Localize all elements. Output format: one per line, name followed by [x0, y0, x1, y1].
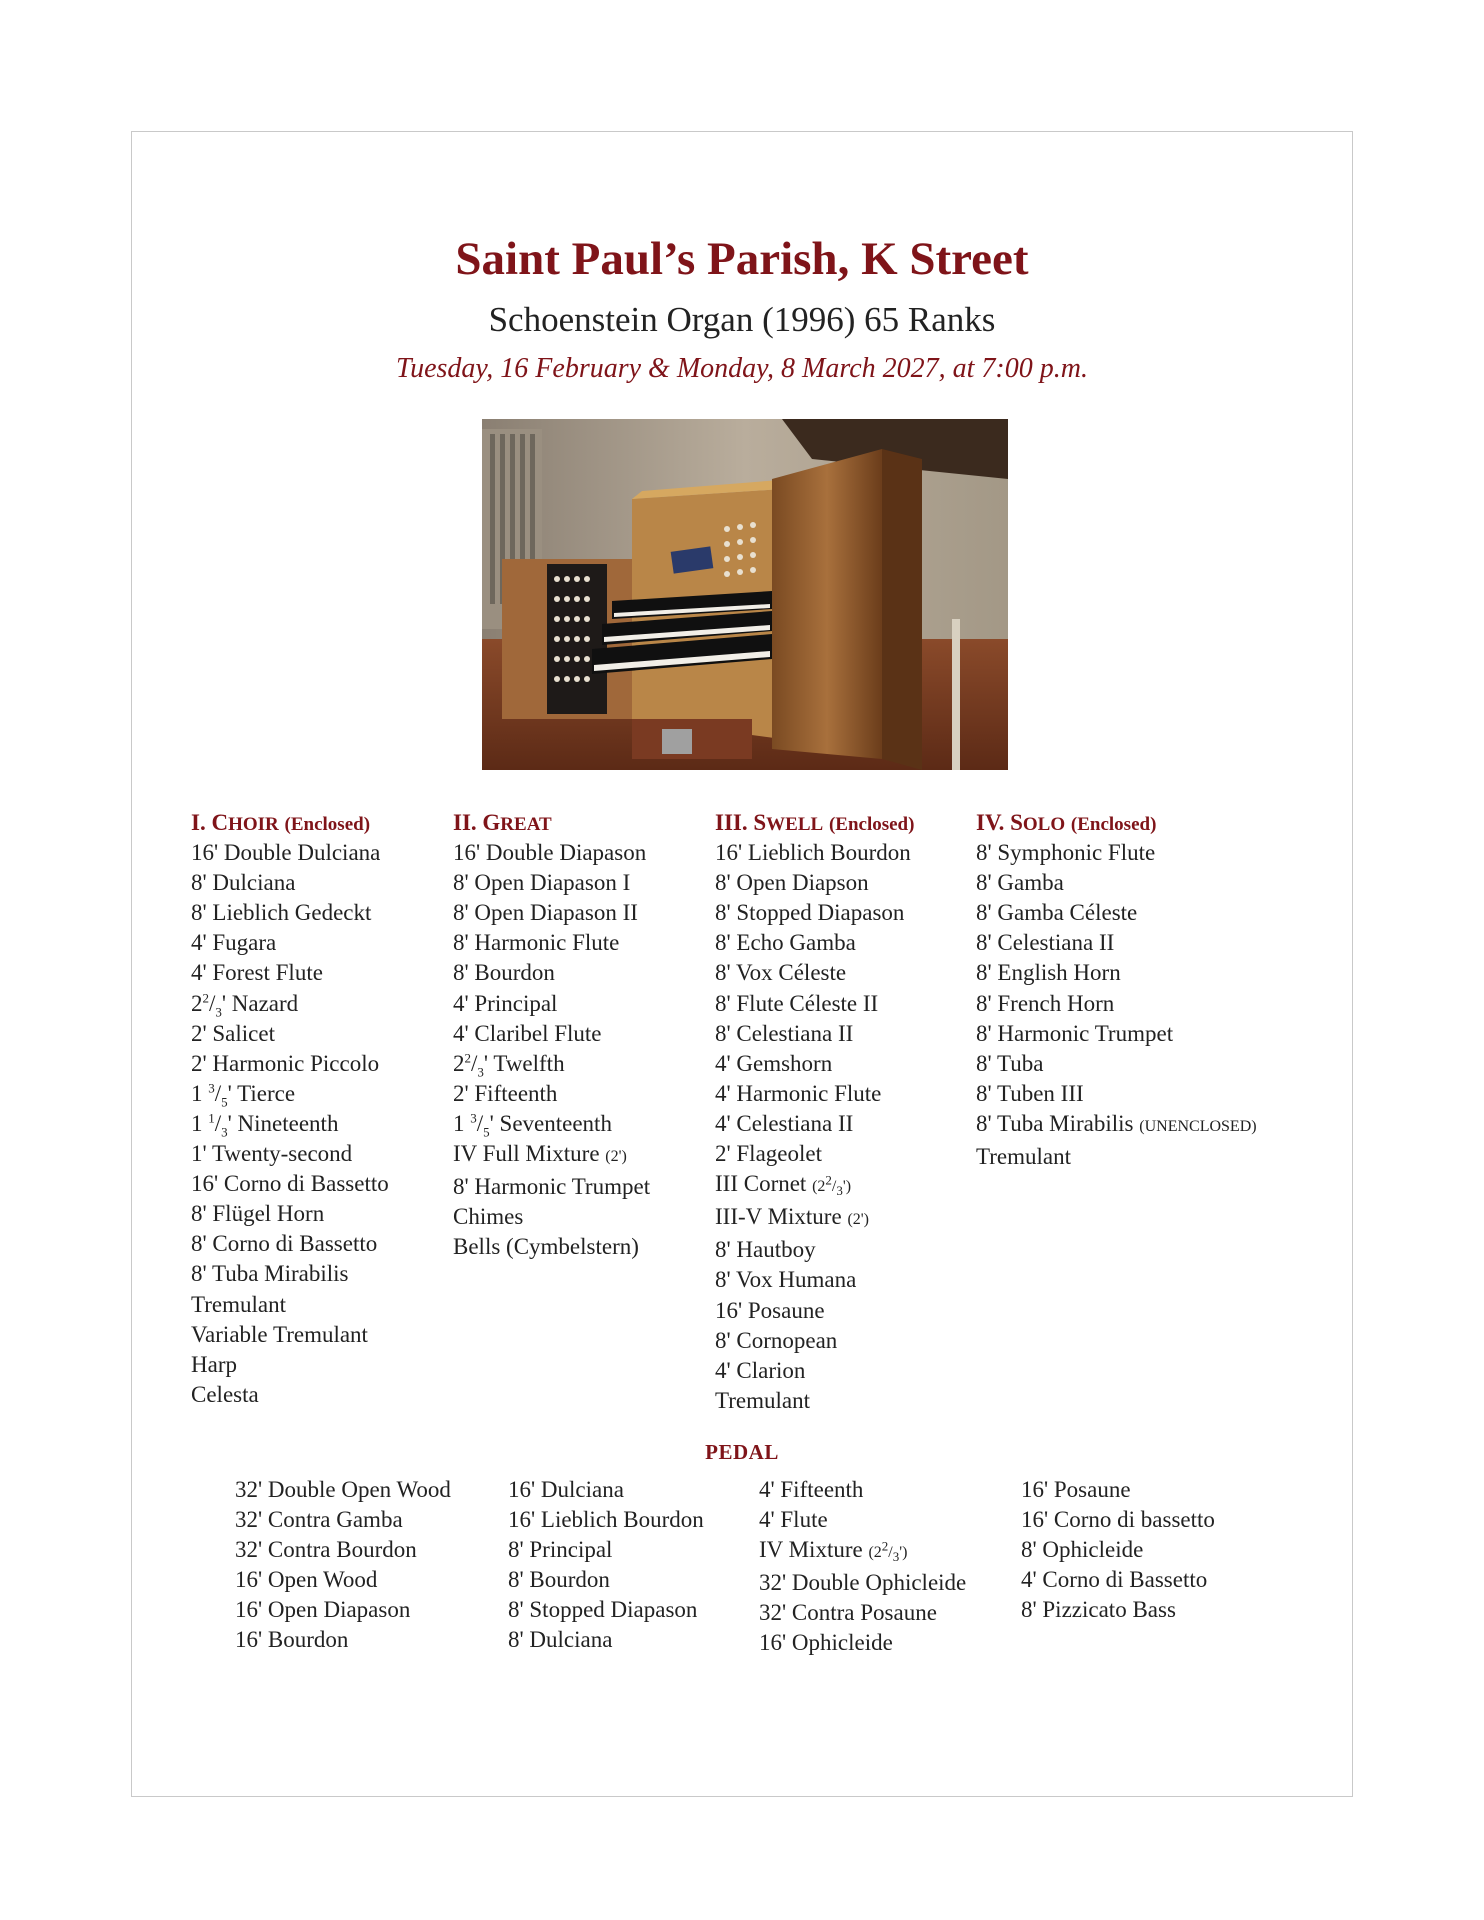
- stop: Chimes: [453, 1204, 524, 1230]
- stop: 4' Corno di Bassetto: [1021, 1567, 1208, 1593]
- stop: 8' Principal: [508, 1537, 613, 1563]
- page-title: Saint Paul’s Parish, K Street: [455, 233, 1029, 285]
- stop: 4' Fugara: [191, 930, 277, 956]
- stop: 8' Open Diapson: [715, 870, 869, 896]
- stop: Bells (Cymbelstern): [453, 1234, 639, 1260]
- stop: 8' Harmonic Trumpet: [976, 1020, 1174, 1046]
- stop: 8' Dulciana: [191, 870, 296, 896]
- stop: $2^2/_3'$ Nazard: [191, 989, 299, 1020]
- stop: 4' Forest Flute: [191, 960, 323, 986]
- stop: 32' Double Open Wood: [235, 1477, 451, 1502]
- stop: 4' Flute: [759, 1507, 828, 1533]
- stop: Tremulant: [191, 1291, 286, 1317]
- stop: 8' Corno di Bassetto: [191, 1231, 378, 1257]
- stop: 8' Open Diapason I: [453, 870, 631, 896]
- stop: 8' Cornopean: [715, 1327, 838, 1353]
- pedal-heading: PEDAL: [705, 1440, 779, 1464]
- stop: 8' Stopped Diapason: [715, 900, 905, 926]
- stop: 8' Celestiana II: [976, 930, 1115, 956]
- stop: 16' Ophicleide: [759, 1630, 893, 1656]
- stop: Harp: [191, 1351, 237, 1377]
- stop: 8' Harmonic Trumpet: [453, 1174, 651, 1200]
- stop: 4' Fifteenth: [759, 1477, 864, 1502]
- stop: IV Mixture $(2^2/_3')$: [759, 1537, 908, 1565]
- concert-date: Tuesday, 16 February & Monday, 8 March 2027, at 7:00 p.m.: [396, 353, 1088, 384]
- stop: 16' Corno di bassetto: [1021, 1507, 1215, 1533]
- stop: 8' Vox Humana: [715, 1267, 857, 1293]
- stop: 16' Open Diapason: [235, 1597, 411, 1623]
- stop: 8' Flute Céleste II: [715, 990, 879, 1016]
- stop: 8' Open Diapason II: [453, 900, 638, 926]
- stop: 2' Fifteenth: [453, 1080, 558, 1106]
- stop: 32' Contra Posaune: [759, 1600, 937, 1626]
- stop: 16' Posaune: [715, 1297, 825, 1323]
- stop: 8' Dulciana: [508, 1627, 613, 1653]
- stop: 4' Celestiana II: [715, 1110, 854, 1136]
- stop: 8' Pizzicato Bass: [1021, 1597, 1176, 1623]
- stop: 4' Claribel Flute: [453, 1020, 602, 1046]
- stop: 16' Double Dulciana: [191, 840, 381, 866]
- stop: 8' Ophicleide: [1021, 1537, 1144, 1563]
- stop: 8' Echo Gamba: [715, 930, 856, 956]
- choir-heading: I. CHOIR (Enclosed): [191, 810, 371, 835]
- stop: 32' Contra Bourdon: [235, 1537, 417, 1563]
- stop: III-V Mixture (2'): [715, 1204, 869, 1230]
- stop: 4' Gemshorn: [715, 1050, 833, 1076]
- stop: 16' Corno di Bassetto: [191, 1171, 389, 1197]
- solo-division: [976, 808, 1257, 1172]
- choir-division: [191, 808, 389, 1410]
- stop: 8' French Horn: [976, 990, 1115, 1016]
- pedal-column-1: [235, 1475, 451, 1656]
- stop: 32' Contra Gamba: [235, 1507, 403, 1533]
- stop: 1 $^3/_5'$ Tierce: [191, 1080, 296, 1110]
- stop: 16' Open Wood: [235, 1567, 378, 1593]
- stop: 8' Celestiana II: [715, 1020, 854, 1046]
- stop: 2' Flageolet: [715, 1141, 822, 1167]
- organ-console-photo: [482, 419, 1008, 770]
- solo-heading: IV. SOLO (Enclosed): [976, 810, 1157, 835]
- stop: 8' Hautboy: [715, 1237, 816, 1263]
- stop: Tremulant: [976, 1144, 1071, 1170]
- stop: 8' Gamba Céleste: [976, 900, 1138, 926]
- stop: 2' Salicet: [191, 1020, 275, 1046]
- pedal-column-4: [1021, 1475, 1215, 1625]
- stop: 32' Double Ophicleide: [759, 1570, 967, 1596]
- stop: 16' Bourdon: [235, 1627, 349, 1653]
- stop: 1 $^3/_5'$ Seventeenth: [453, 1110, 612, 1140]
- stop: 8' Vox Céleste: [715, 960, 847, 986]
- stop: 8' English Horn: [976, 960, 1121, 986]
- stop: 16' Posaune: [1021, 1477, 1131, 1502]
- stop: 8' Stopped Diapason: [508, 1597, 698, 1623]
- swell-heading: III. SWELL (Enclosed): [715, 810, 915, 835]
- stop: 16' Lieblich Bourdon: [715, 840, 911, 866]
- stop: 1 $^1/_3'$ Nineteenth: [191, 1110, 339, 1140]
- stop: IV Full Mixture (2'): [453, 1141, 627, 1167]
- stop: 8' Tuba: [976, 1050, 1044, 1076]
- stop: 16' Lieblich Bourdon: [508, 1507, 704, 1533]
- stop: 8' Tuba Mirabilis: [191, 1261, 349, 1287]
- stop: III Cornet $(2^2/_3')$: [715, 1171, 852, 1199]
- stop: 8' Bourdon: [453, 960, 555, 986]
- stop: 2' Harmonic Piccolo: [191, 1050, 380, 1076]
- stop: Variable Tremulant: [191, 1321, 368, 1347]
- stop: 1' Twenty-second: [191, 1141, 353, 1167]
- great-heading: II. GREAT: [453, 810, 552, 835]
- pedal-column-3: [759, 1475, 966, 1659]
- stop: 8' Bourdon: [508, 1567, 610, 1593]
- stop: 8' Gamba: [976, 870, 1064, 896]
- stop: Tremulant: [715, 1387, 810, 1413]
- stop: Celesta: [191, 1381, 259, 1407]
- stop: 8' Tuben III: [976, 1080, 1084, 1106]
- stop: 8' Symphonic Flute: [976, 840, 1156, 866]
- swell-division: [715, 808, 914, 1416]
- stop: 4' Harmonic Flute: [715, 1080, 882, 1106]
- stop: 8' Lieblich Gedeckt: [191, 900, 372, 926]
- stop: 8' Harmonic Flute: [453, 930, 620, 956]
- stop: 16' Dulciana: [508, 1477, 624, 1502]
- stop: 8' Tuba Mirabilis (UNENCLOSED): [976, 1110, 1257, 1136]
- stop: 4' Principal: [453, 990, 558, 1016]
- stop: $2^2/_3'$ Twelfth: [453, 1050, 565, 1080]
- pedal-column-2: [508, 1475, 704, 1656]
- stop: 8' Flügel Horn: [191, 1201, 325, 1227]
- stop: 4' Clarion: [715, 1357, 806, 1383]
- stop: 16' Double Diapason: [453, 840, 647, 866]
- page-subtitle: Schoenstein Organ (1996) 65 Ranks: [488, 300, 996, 339]
- great-division: [453, 808, 650, 1262]
